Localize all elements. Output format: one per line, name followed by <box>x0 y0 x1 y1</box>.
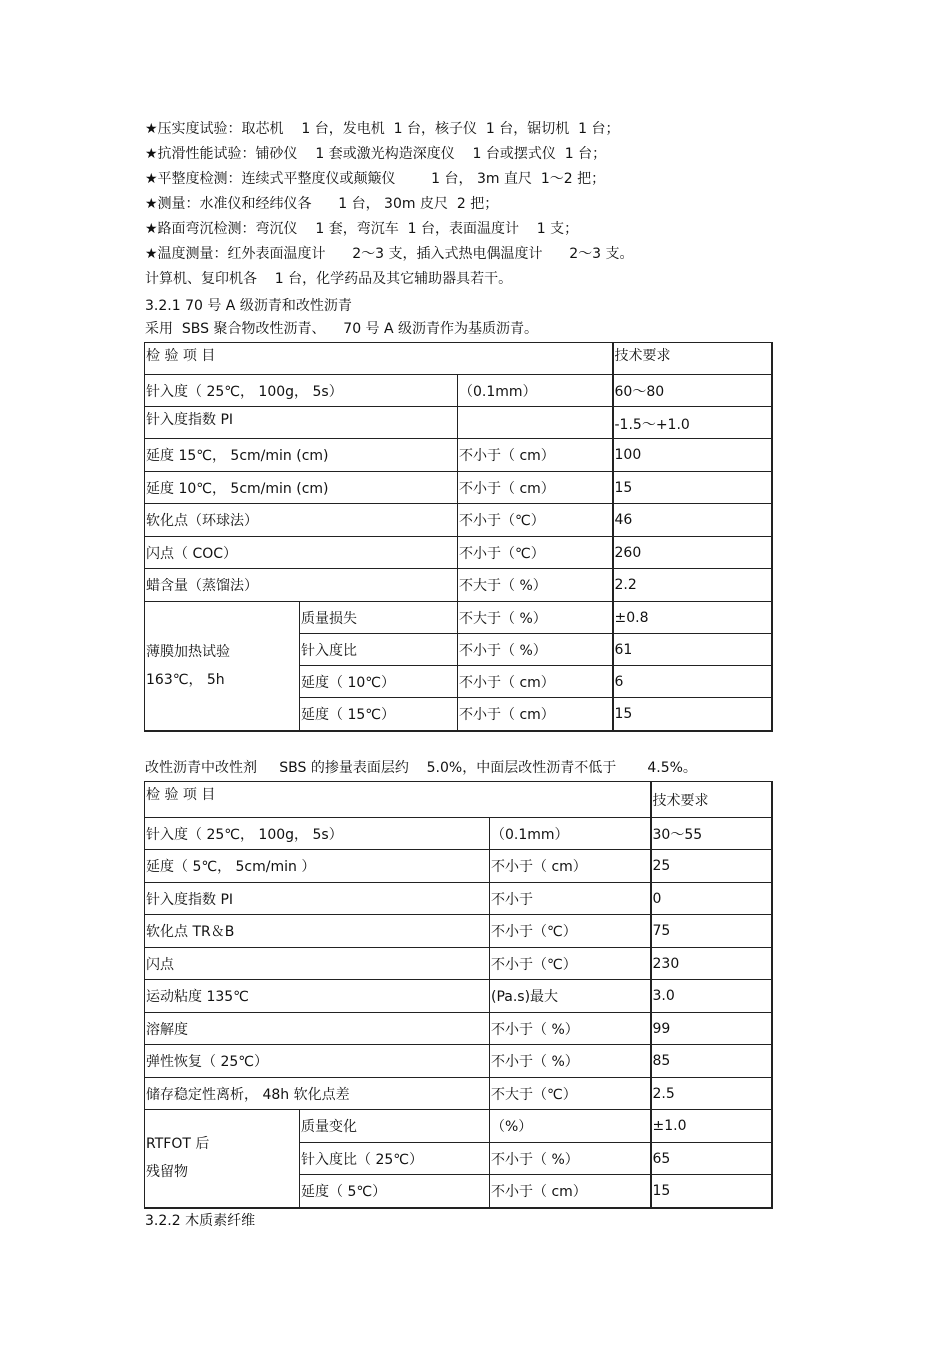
table-row: 延度（ 5℃） 不小于（ cm） 15 <box>145 1175 772 1208</box>
table-row: 延度 15℃， 5cm/min (cm) 不小于（ cm） 100 <box>145 439 772 472</box>
tfot-group-label: 薄膜加热试验 163℃， 5h <box>145 602 300 731</box>
equipment-line-deflection: ★路面弯沉检测：弯沉仪 1 套，弯沉车 1 台，表面温度计 1 支； <box>145 221 579 237</box>
table-row: 延度 10℃， 5cm/min (cm) 不小于（ cm） 15 <box>145 472 772 504</box>
table-row: 延度（ 15℃） 不小于（ cm） 15 <box>145 698 772 731</box>
table-row: 延度（ 10℃） 不小于（ cm） 6 <box>145 666 772 698</box>
table-row: 针入度比 不小于（ %） 61 <box>145 634 772 666</box>
section-321-intro: 采用 SBS 聚合物改性沥青、 70 号 A 级沥青作为基质沥青。 <box>145 321 539 337</box>
table-row: 软化点（环球法） 不小于（℃） 46 <box>145 504 772 537</box>
table-row: 闪点（ COC） 不小于（℃） 260 <box>145 537 772 569</box>
table-row: 软化点 TR＆B 不小于（℃） 75 <box>145 915 772 948</box>
table-row: 针入度比（ 25℃） 不小于（ %） 65 <box>145 1143 772 1175</box>
modified-asphalt-spec-table <box>144 781 773 1209</box>
table-row: 针入度（ 25℃， 100g， 5s） （0.1mm） 60～80 <box>145 375 772 407</box>
table-row: 针入度（ 25℃， 100g， 5s） （0.1mm） 30～55 <box>145 818 772 850</box>
section-heading-322: 3.2.2 木质素纤维 <box>145 1213 256 1229</box>
table-row: 弹性恢复（ 25℃） 不小于（ %） 85 <box>145 1045 772 1078</box>
table-row: 溶解度 不小于（ %） 99 <box>145 1013 772 1045</box>
table-row: 延度（ 5℃， 5cm/min ） 不小于（ cm） 25 <box>145 850 772 883</box>
header-item: 检 验 项 目 <box>145 782 651 818</box>
equipment-line-compaction: ★压实度试验：取芯机 1 台，发电机 1 台，核子仪 1 台，锯切机 1 台； <box>145 121 620 137</box>
header-requirement: 技术要求 <box>613 343 772 375</box>
table-row: 针入度指数 PI 不小于 0 <box>145 883 772 915</box>
equipment-line-survey: ★测量：水准仪和经纬仪各 1 台， 30m 皮尺 2 把； <box>145 196 499 212</box>
table-row: 蜡含量（蒸馏法） 不大于（ %） 2.2 <box>145 569 772 602</box>
equipment-line-flatness: ★平整度检测：连续式平整度仪或颠簸仪 1 台， 3m 直尺 1～2 把； <box>145 171 606 187</box>
table-row: 针入度指数 PI -1.5～+1.0 <box>145 407 772 439</box>
table-header-row <box>145 782 772 818</box>
equipment-line-temperature: ★温度测量：红外表面温度计 2～3 支，插入式热电偶温度计 2～3 支。 <box>145 246 634 262</box>
header-requirement: 技术要求 <box>651 782 772 818</box>
equipment-line-skid: ★抗滑性能试验：铺砂仪 1 套或激光构造深度仪 1 台或摆式仪 1 台； <box>145 146 607 162</box>
table-row: 运动粘度 135℃ (Pa.s)最大 3.0 <box>145 980 772 1013</box>
equipment-line-computer: 计算机、复印机各 1 台，化学药品及其它辅助器具若干。 <box>145 271 513 287</box>
table-header-row <box>145 343 772 375</box>
table-row: RTFOT 后 残留物 质量变化 （%） ±1.0 <box>145 1110 772 1143</box>
header-item: 检 验 项 目 <box>145 343 613 375</box>
asphalt-70-spec-table <box>144 342 773 732</box>
table-row: 储存稳定性离析， 48h 软化点差 不大于（℃） 2.5 <box>145 1078 772 1110</box>
section-heading-321: 3.2.1 70 号 A 级沥青和改性沥青 <box>145 298 352 314</box>
table-row: 闪点 不小于（℃） 230 <box>145 948 772 980</box>
rtfot-group-label: RTFOT 后 残留物 <box>145 1110 300 1208</box>
modifier-paragraph: 改性沥青中改性剂 SBS 的掺量表面层约 5.0%，中面层改性沥青不低于 4.5%。 <box>145 760 697 776</box>
table-row: 薄膜加热试验 163℃， 5h 质量损失 不大于（ %） ±0.8 <box>145 602 772 634</box>
